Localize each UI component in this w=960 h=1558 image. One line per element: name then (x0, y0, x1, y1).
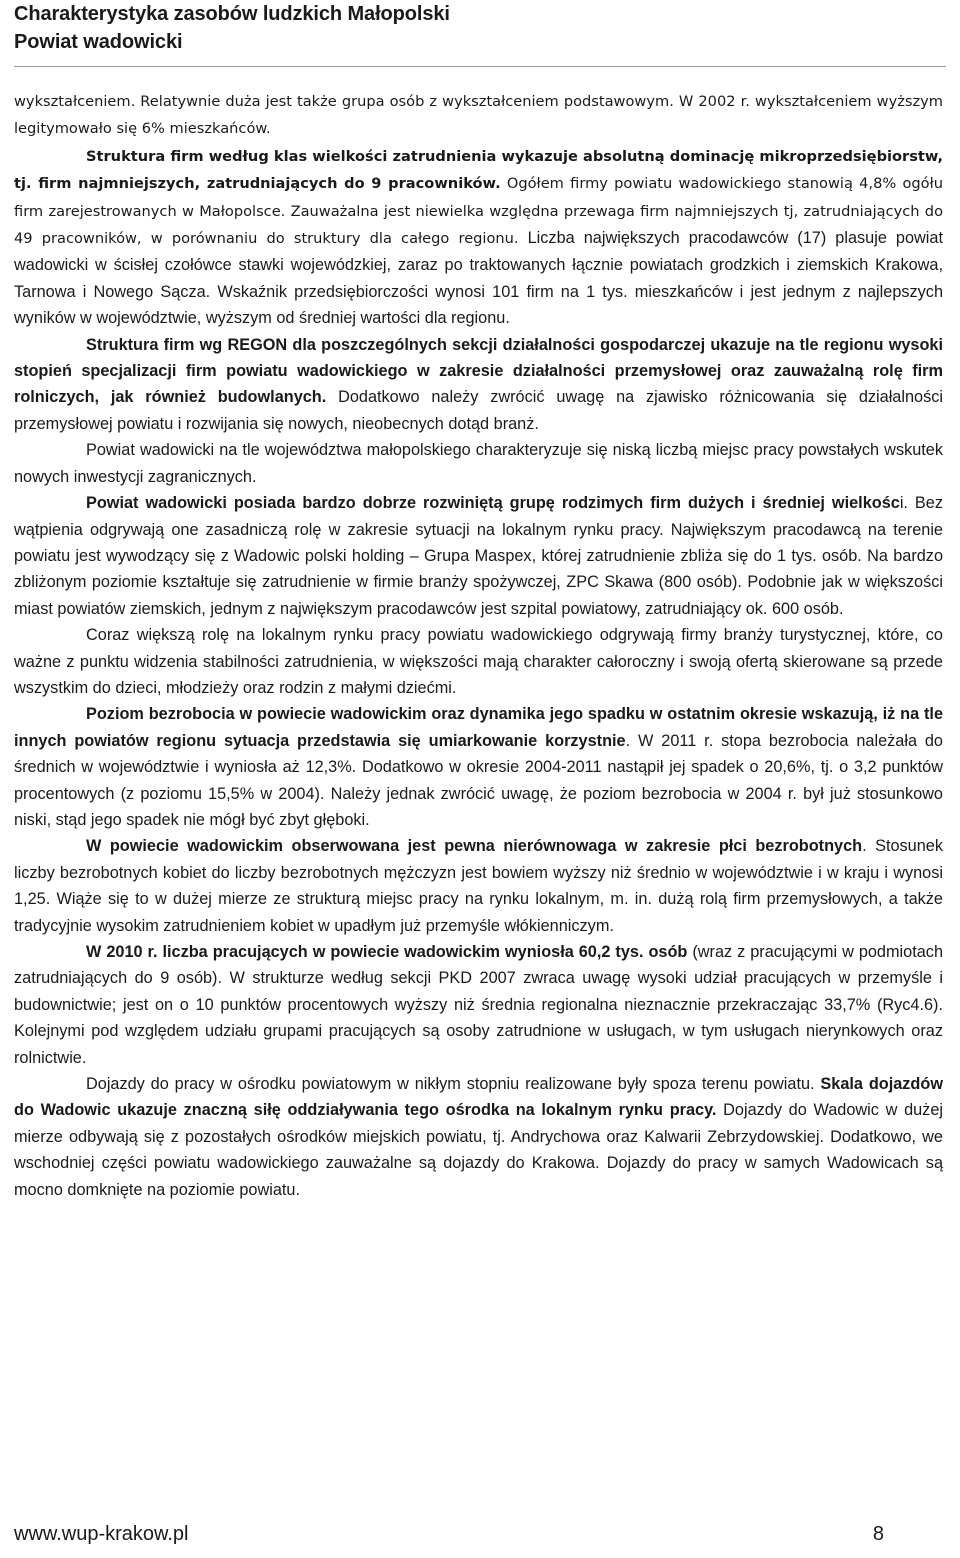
page-header (14, 0, 946, 67)
paragraph-text: . Stosunek liczby bezrobotnych kobiet do liczby bezrobotnych mężczyzn jest bowiem wyższy niż średnio w województwie i w kraju i wynosi 1,25. Wiąże się to w dużej mierze ze strukturą miejsc pracy na rynku lokalnym, m. in. dużą rolą firm przemysłowych, a także tradycyjnie wysokim zatrudnieniem kobiet w upadłym już przemyśle włókienniczym. (14, 837, 943, 935)
paragraph-text: Powiat wadowicki na tle województwa małopolskiego charakteryzuje się niską liczbą miejsc pracy powstałych wskutek nowych inwestycji zagranicznych. (14, 441, 943, 486)
paragraph-text: i. Bez wątpienia odgrywają one zasadniczą rolę w zakresie sytuacji na lokalnym rynku pracy. Największym pracodawcą na terenie powiatu jest wywodzący się z Wadowic polski holding – Grupa Maspex, której zatrudnienie zbliża się do 1 tys. osób. Na bardzo zbliżonym poziomie kształtuje się zatrudnienie w firmie branży spożywczej, ZPC Skawa (800 osób). Podobnie jak w większości miast powiatów ziemskich, jednym z największym pracodawców jest szpital powiatowy, zatrudniający ok. 600 osób. (14, 494, 943, 618)
paragraph-text: Liczba największych pracodawców (17) plasuje powiat wadowicki w ścisłej czołówce stawki wojewódzkiej, zaraz po traktowanych łącznie powiatach grodzkich i ziemskich Krakowa, Tarnowa i Nowego Sącza. Wskaźnik przedsiębiorczości wynosi 101 firm na 1 tys. mieszkańców i jest jednym z najlepszych wyników w województwie, wyższym od średniej wartości dla regionu. (14, 229, 943, 328)
document-title: Charakterystyka zasobów ludzkich Małopolski (14, 3, 450, 25)
paragraph-bold-text: W powiecie wadowickim obserwowana jest pewna nierównowaga w zakresie płci bezrobotnych (86, 837, 863, 856)
paragraph-firm-structure (14, 88, 943, 332)
paragraph-bold-text: Skala dojazdów do Wadowic ukazuje znaczną siłę oddziaływania tego ośrodka na lokalnym rynku pracy. (14, 1075, 943, 1120)
paragraph-gender-imbalance (14, 833, 943, 939)
paragraph-regon (14, 332, 943, 438)
paragraph-bold-text: Struktura firm według klas wielkości zatrudnienia wykazuje absolutną dominację mikroprzedsiębiorstw, tj. firm najmniejszych, zatrudniających do 9 pracowników. (14, 147, 943, 193)
paragraph-text: Ogółem firmy powiatu wadowickiego stanowią 4,8% ogółu firm zarejestrowanych w Małopolsce. (14, 175, 943, 220)
paragraph-text: wykształceniem. Relatywnie duża jest także grupa osób z wykształceniem podstawowym. W 2002 r. wykształceniem wyższym legitymowało się 6% mieszkańców. (14, 93, 943, 138)
document-body (14, 88, 943, 1203)
page-number: 8 (872, 1523, 884, 1545)
paragraph-large-firms (14, 490, 943, 622)
document-subtitle: Powiat wadowicki (14, 31, 183, 53)
paragraph-employment (14, 939, 943, 1071)
paragraph-unemployment (14, 701, 943, 833)
paragraph-text: Dojazdy do Wadowic w dużej mierze odbywają się z pozostałych ośrodków miejskich powiatu, tj. Andrychowa oraz Kalwarii Zebrzydowskiej. Dodatkowo, we wschodniej części powiatu wadowickiego zauważalne są dojazdy do Krakowa. Dojazdy do pracy w samych Wadowicach są mocno domknięte na poziomie powiatu. (14, 1101, 943, 1199)
paragraph-text: Coraz większą rolę na lokalnym rynku pracy powiatu wadowickiego odgrywają firmy branży turystycznej, które, co ważne z punktu widzenia stabilności zatrudnienia, w większości mają charakter całoroczny i swoją ofertą skierowane są przede wszystkim do dzieci, młodzieży oraz rodzin z małymi dziećmi. (14, 626, 943, 697)
paragraph-bold-text: Powiat wadowicki posiada bardzo dobrze rozwiniętą grupę rodzimych firm dużych i średniej wielkośc (86, 494, 900, 513)
paragraph-text: (wraz z pracującymi w podmiotach zatrudniających do 9 osób). W strukturze według sekcji PKD 2007 zwraca uwagę wysoki udział pracujących w przemyśle i budownictwie; jest on o 10 punktów procentowych wyższy niż średnia regionalna nieznacznie przekraczając 33,7% (Ryc4.6). Kolejnymi pod względem udziału grupami pracujących są osoby zatrudnione w usługach, w tym usługach nierynkowych oraz rolnictwie. (14, 943, 943, 1067)
footer-url: www.wup-krakow.pl (14, 1523, 189, 1545)
page-footer (14, 1520, 944, 1550)
paragraph-bold-text: W 2010 r. liczba pracujących w powiecie wadowickim wyniosła 60,2 tys. osób (86, 943, 688, 961)
paragraph-bold-text: Poziom bezrobocia w powiecie wadowickim oraz dynamika jego spadku w ostatnim okresie wskazują, iż na tle innych powiatów regionu sytuacja przedstawia się umiarkowanie korzystnie (14, 705, 943, 750)
paragraph-foreign-investment (14, 437, 943, 490)
paragraph-commuting (14, 1071, 943, 1203)
paragraph-text: Dodatkowo należy zwrócić uwagę na zjawisko różnicowania się działalności przemysłowej powiatu i rozwijania się nowych, nieobecnych dotąd branż. (14, 388, 943, 433)
paragraph-text: Dojazdy do pracy w ośrodku powiatowym w nikłym stopniu realizowane były spoza terenu powiatu. (86, 1075, 821, 1094)
paragraph-text: Zauważalna jest niewielka względna przewaga firm najmniejszych tj, zatrudniających do 49 pracowników, w porównaniu do struktury dla całego regionu. (14, 202, 944, 248)
paragraph-tourism (14, 622, 943, 701)
paragraph-text: . W 2011 r. stopa bezrobocia należała do średnich w województwie i wyniosła aż 12,3%. Dodatkowo w okresie 2004-2011 nastąpił jej spadek o 20,6%, tj. o 3,2 punktów procentowych (z poziomu 15,5% w 2004). Należy jednak zwrócić uwagę, że poziom bezrobocia w 2004 r. był już stosunkowo niski, stąd jego spadek nie mógł być zbyt głęboki. (14, 731, 943, 829)
paragraph-bold-text: Struktura firm wg REGON dla poszczególnych sekcji działalności gospodarczej ukazuje na tle regionu wysoki stopień specjalizacji firm powiatu wadowickiego w zakresie działalności przemysłowej oraz zauważalną rolę firm rolniczych, jak również budowlanych. (14, 335, 943, 407)
